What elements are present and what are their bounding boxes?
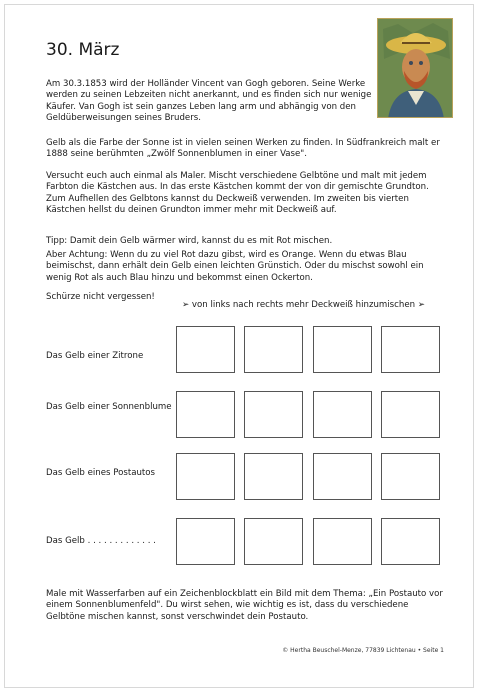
color-box bbox=[176, 326, 235, 373]
color-box bbox=[313, 326, 372, 373]
intro-paragraph: Am 30.3.1853 wird der Holländer Vincent van Gogh geboren. Seine Werke werden zu seinen Lebzeiten nicht anerkannt, und es finden sich nur wenige Käufer. Van Gogh ist sein ganzes Leben lang arm und abhängig von den Geldüberweisungen seines Bruders. bbox=[46, 79, 372, 124]
color-box bbox=[176, 518, 235, 565]
tip-paragraph: Tipp: Damit dein Gelb wärmer wird, kannst du es mit Rot mischen. bbox=[46, 236, 333, 246]
mixing-hint: ➢ von links nach rechts mehr Deckweiß hinzumischen ➢ bbox=[182, 300, 425, 310]
row-label-sunflower: Das Gelb einer Sonnenblume bbox=[46, 402, 172, 412]
row-label-lemon: Das Gelb einer Zitrone bbox=[46, 351, 144, 361]
color-box bbox=[313, 391, 372, 438]
color-box bbox=[313, 518, 372, 565]
color-box bbox=[381, 453, 440, 500]
closing-paragraph: Male mit Wasserfarben auf ein Zeichenblockblatt ein Bild mit dem Thema: „Ein Postauto vor einem Sonnenblumenfeld". Du wirst sehen, wie wichtig es ist, dass du verschiedene Gelbtöne mischen kannst, sonst verschwindet dein Postauto. bbox=[46, 589, 443, 622]
color-box bbox=[244, 453, 303, 500]
color-box bbox=[176, 453, 235, 500]
task-paragraph: Versucht euch auch einmal als Maler. Mischt verschiedene Gelbtöne und malt mit jedem Farbton die Kästchen aus. In das erste Kästchen kommt der von dir gemischte Grundton. Zum Aufhellen des Gelbtons kannst du Deckweiß verwenden. Im zweiten bis vierten Kästchen hellst du deinen Grundton immer mehr mit Deckweiß auf. bbox=[46, 171, 429, 216]
color-box bbox=[381, 326, 440, 373]
color-box bbox=[176, 391, 235, 438]
apron-note: Schürze nicht vergessen! bbox=[46, 292, 155, 302]
color-box bbox=[381, 518, 440, 565]
page-title: 30. März bbox=[46, 40, 120, 60]
copyright-footer: © Hertha Beuschel-Menze, 77839 Lichtenau • Seite 1 bbox=[282, 647, 444, 654]
color-box bbox=[381, 391, 440, 438]
yellow-paragraph: Gelb als die Farbe der Sonne ist in vielen seinen Werken zu finden. In Südfrankreich malt er 1888 seine berühmten „Zwölf Sonnenblumen in einer Vase". bbox=[46, 138, 440, 160]
row-label-postauto: Das Gelb eines Postautos bbox=[46, 468, 156, 478]
color-box bbox=[244, 391, 303, 438]
row-label-custom: Das Gelb . . . . . . . . . . . . . bbox=[46, 536, 156, 546]
van-gogh-portrait-image bbox=[377, 18, 453, 118]
color-box bbox=[244, 326, 303, 373]
color-box bbox=[244, 518, 303, 565]
color-box bbox=[313, 453, 372, 500]
warning-paragraph: Aber Achtung: Wenn du zu viel Rot dazu gibst, wird es Orange. Wenn du etwas Blau beimischst, dann erhält dein Gelb einen leichten Grünstich. Oder du mischst sowohl ein wenig Rot als auch Blau hinzu und bekommst einen Ockerton. bbox=[46, 250, 424, 283]
